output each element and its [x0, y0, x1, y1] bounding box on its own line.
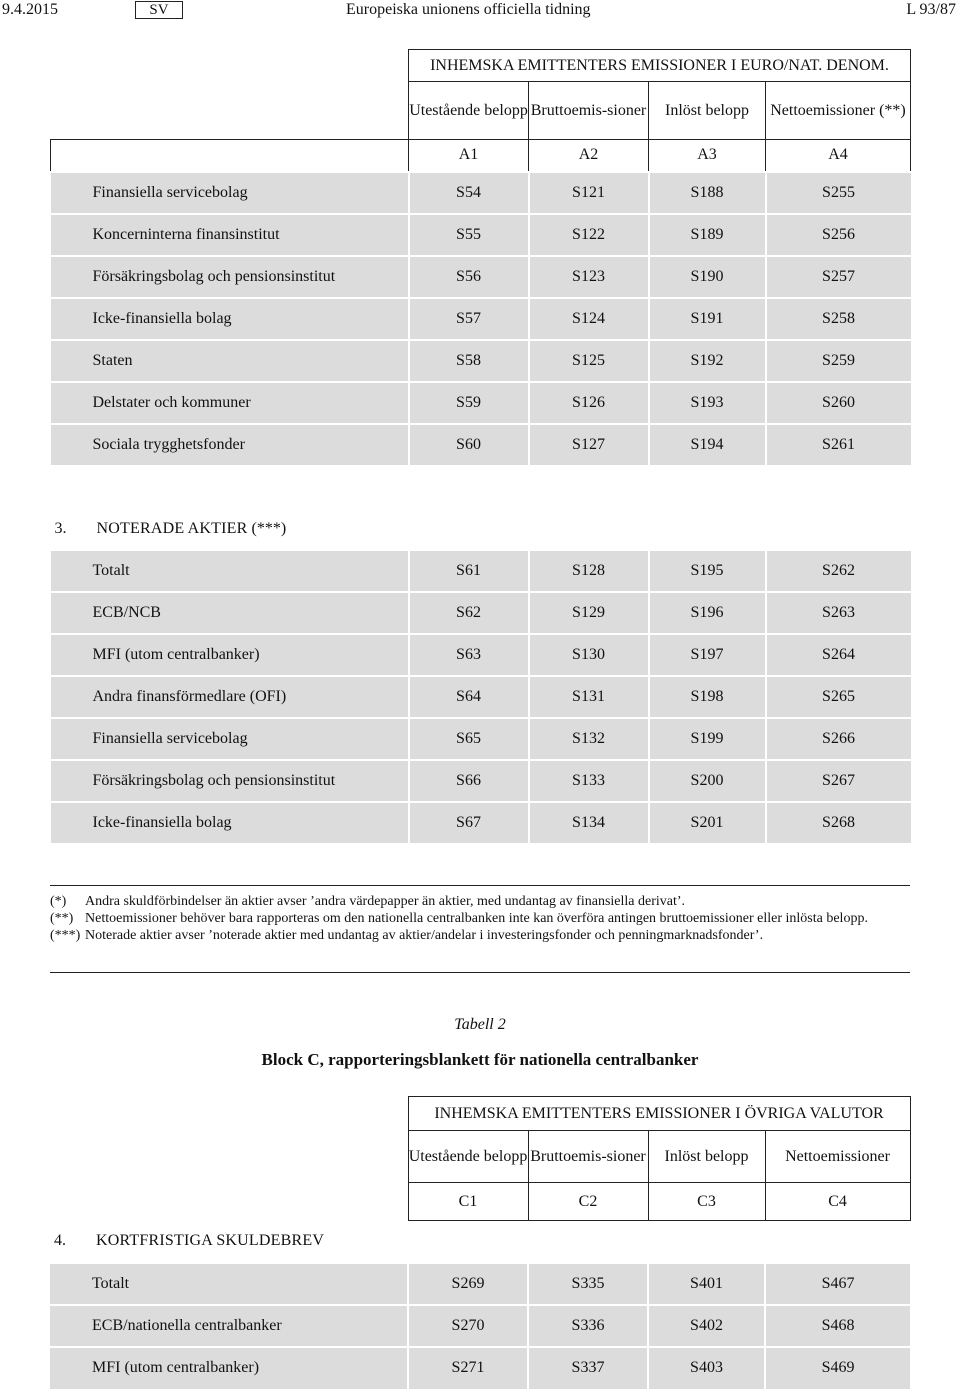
column-header: Inlöst belopp	[649, 82, 766, 140]
series-code-cell: S127	[529, 424, 649, 466]
series-code-cell: S125	[529, 340, 649, 382]
table-row	[51, 634, 911, 676]
series-code-cell: S188	[649, 172, 766, 214]
series-code-cell: S270	[408, 1305, 528, 1347]
section-title: KORTFRISTIGA SKULDEBREV	[96, 1232, 325, 1249]
series-code-cell: S131	[529, 676, 649, 718]
codes-label-cell	[51, 140, 409, 172]
series-code-cell: S265	[766, 676, 911, 718]
column-header: Bruttoemis-sioner	[528, 1131, 648, 1183]
footnotes	[50, 893, 912, 944]
table-row	[51, 172, 911, 214]
table-row	[51, 382, 911, 424]
row-label: Icke-finansiella bolag	[51, 802, 409, 844]
series-code-cell: S261	[766, 424, 911, 466]
section-title: NOTERADE AKTIER	[96, 519, 248, 537]
series-code-cell: S123	[529, 256, 649, 298]
series-code-cell: S67	[409, 802, 529, 844]
series-code-cell: S124	[529, 298, 649, 340]
table-row	[51, 718, 911, 760]
row-label: Finansiella servicebolag	[51, 172, 409, 214]
footnote	[50, 893, 912, 910]
series-code-cell: S199	[649, 718, 766, 760]
section-number: 4.	[54, 1232, 66, 1249]
column-code: A2	[529, 140, 649, 172]
column-code: C2	[528, 1183, 648, 1221]
column-header: Nettoemissioner	[765, 1131, 910, 1183]
series-code-cell: S262	[766, 550, 911, 592]
series-code-cell: S65	[409, 718, 529, 760]
section-footnote-mark: (***)	[251, 519, 287, 537]
column-code: C3	[648, 1183, 765, 1221]
table-block-a	[50, 49, 911, 886]
row-label: Staten	[51, 340, 409, 382]
publication-date: 9.4.2015	[2, 1, 58, 18]
series-code-cell: S258	[766, 298, 911, 340]
table-title: Block C, rapporteringsblankett för nationella centralbanker	[261, 1050, 699, 1069]
series-code-cell: S401	[648, 1263, 765, 1305]
row-label: MFI (utom centralbanker)	[50, 1347, 408, 1389]
table-row	[50, 1305, 910, 1347]
table-row	[51, 592, 911, 634]
footnote-mark: (***)	[50, 928, 81, 943]
series-code-cell: S402	[648, 1305, 765, 1347]
series-code-cell: S192	[649, 340, 766, 382]
series-code-cell: S54	[409, 172, 529, 214]
series-code-cell: S264	[766, 634, 911, 676]
row-label: Försäkringsbolag och pensionsinstitut	[51, 760, 409, 802]
table-row	[51, 214, 911, 256]
series-code-cell: S189	[649, 214, 766, 256]
series-code-cell: S64	[409, 676, 529, 718]
series-code-cell: S266	[766, 718, 911, 760]
section-4-heading	[50, 1221, 408, 1263]
table-row	[51, 298, 911, 340]
series-code-cell: S269	[408, 1263, 528, 1305]
series-code-cell: S403	[648, 1347, 765, 1389]
series-code-cell: S59	[409, 382, 529, 424]
series-code-cell: S257	[766, 256, 911, 298]
series-code-cell: S260	[766, 382, 911, 424]
series-code-cell: S195	[649, 550, 766, 592]
series-code-cell: S134	[529, 802, 649, 844]
table-row	[51, 256, 911, 298]
page-number: L 93/87	[906, 1, 956, 18]
footnote-text: Nettoemissioner behöver bara rapporteras om den nationella centralbanken inte kan överföra antingen bruttoemissioner eller inlösta belopp.	[85, 911, 868, 926]
row-label: Finansiella servicebolag	[51, 718, 409, 760]
column-header: Utestående belopp	[409, 82, 529, 140]
series-code-cell: S336	[528, 1305, 648, 1347]
column-header: Bruttoemis-sioner	[529, 82, 649, 140]
language-badge: SV	[135, 1, 183, 19]
section-number: 3.	[54, 519, 67, 537]
table-row	[51, 802, 911, 844]
series-code-cell: S201	[649, 802, 766, 844]
series-code-cell: S194	[649, 424, 766, 466]
table-row	[51, 760, 911, 802]
series-code-cell: S200	[649, 760, 766, 802]
footnote-text: Noterade aktier avser ’noterade aktier med undantag av aktier/andelar i investeringsfonder och penningmarknadsfonder’.	[85, 928, 764, 943]
row-label: Sociala trygghetsfonder	[51, 424, 409, 466]
row-label: Koncerninterna finansinstitut	[51, 214, 409, 256]
series-code-cell: S63	[409, 634, 529, 676]
column-header: Inlöst belopp	[648, 1131, 765, 1183]
table-row	[51, 550, 911, 592]
table-row	[50, 1347, 910, 1389]
series-code-cell: S66	[409, 760, 529, 802]
series-code-cell: S56	[409, 256, 529, 298]
series-code-cell: S58	[409, 340, 529, 382]
series-code-cell: S190	[649, 256, 766, 298]
series-code-cell: S55	[409, 214, 529, 256]
series-code-cell: S193	[649, 382, 766, 424]
series-code-cell: S133	[529, 760, 649, 802]
series-code-cell: S62	[409, 592, 529, 634]
series-code-cell: S57	[409, 298, 529, 340]
series-code-cell: S335	[528, 1263, 648, 1305]
series-code-cell: S121	[529, 172, 649, 214]
row-label: ECB/NCB	[51, 592, 409, 634]
column-header: Nettoemissioner (**)	[766, 82, 911, 140]
series-code-cell: S259	[766, 340, 911, 382]
footnote-mark: (**)	[50, 911, 74, 926]
column-code: A4	[766, 140, 911, 172]
journal-title: Europeiska unionens officiella tidning	[346, 1, 591, 18]
series-code-cell: S198	[649, 676, 766, 718]
series-code-cell: S255	[766, 172, 911, 214]
row-label: Andra finansförmedlare (OFI)	[51, 676, 409, 718]
table-number: Tabell 2	[454, 1016, 506, 1033]
page-header	[0, 0, 960, 20]
row-label: Icke-finansiella bolag	[51, 298, 409, 340]
series-code-cell: S126	[529, 382, 649, 424]
table-row	[51, 676, 911, 718]
row-label: Totalt	[50, 1263, 408, 1305]
footnotes-bottom-rule	[50, 972, 910, 973]
section-3-heading	[51, 508, 409, 550]
footnote	[50, 910, 912, 927]
row-label: Delstater och kommuner	[51, 382, 409, 424]
series-code-cell: S130	[529, 634, 649, 676]
column-code: A3	[649, 140, 766, 172]
column-code: C4	[765, 1183, 910, 1221]
series-code-cell: S469	[765, 1347, 910, 1389]
group-header: INHEMSKA EMITTENTERS EMISSIONER I EURO/NAT. DENOM.	[409, 50, 911, 82]
footnote	[50, 927, 912, 944]
series-code-cell: S197	[649, 634, 766, 676]
series-code-cell: S196	[649, 592, 766, 634]
series-code-cell: S191	[649, 298, 766, 340]
series-code-cell: S60	[409, 424, 529, 466]
column-header: Utestående belopp	[408, 1131, 528, 1183]
table-row	[51, 424, 911, 466]
column-code: A1	[409, 140, 529, 172]
series-code-cell: S467	[765, 1263, 910, 1305]
footnote-text: Andra skuldförbindelser än aktier avser ’andra värdepapper än aktier, med undantag av finansiella derivat’.	[85, 894, 686, 909]
series-code-cell: S132	[529, 718, 649, 760]
series-code-cell: S271	[408, 1347, 528, 1389]
column-code: C1	[408, 1183, 528, 1221]
row-label: MFI (utom centralbanker)	[51, 634, 409, 676]
series-code-cell: S128	[529, 550, 649, 592]
row-label: Totalt	[51, 550, 409, 592]
series-code-cell: S129	[529, 592, 649, 634]
series-code-cell: S268	[766, 802, 911, 844]
table-row	[51, 340, 911, 382]
series-code-cell: S256	[766, 214, 911, 256]
row-label: Försäkringsbolag och pensionsinstitut	[51, 256, 409, 298]
series-code-cell: S468	[765, 1305, 910, 1347]
table-row	[50, 1263, 910, 1305]
series-code-cell: S122	[529, 214, 649, 256]
series-code-cell: S267	[766, 760, 911, 802]
table-block-c	[50, 1096, 911, 1389]
row-label: ECB/nationella centralbanker	[50, 1305, 408, 1347]
series-code-cell: S61	[409, 550, 529, 592]
table-bottom-rule	[50, 885, 910, 886]
group-header: INHEMSKA EMITTENTERS EMISSIONER I ÖVRIGA VALUTOR	[408, 1097, 910, 1131]
series-code-cell: S337	[528, 1347, 648, 1389]
footnote-mark: (*)	[50, 894, 67, 909]
series-code-cell: S263	[766, 592, 911, 634]
